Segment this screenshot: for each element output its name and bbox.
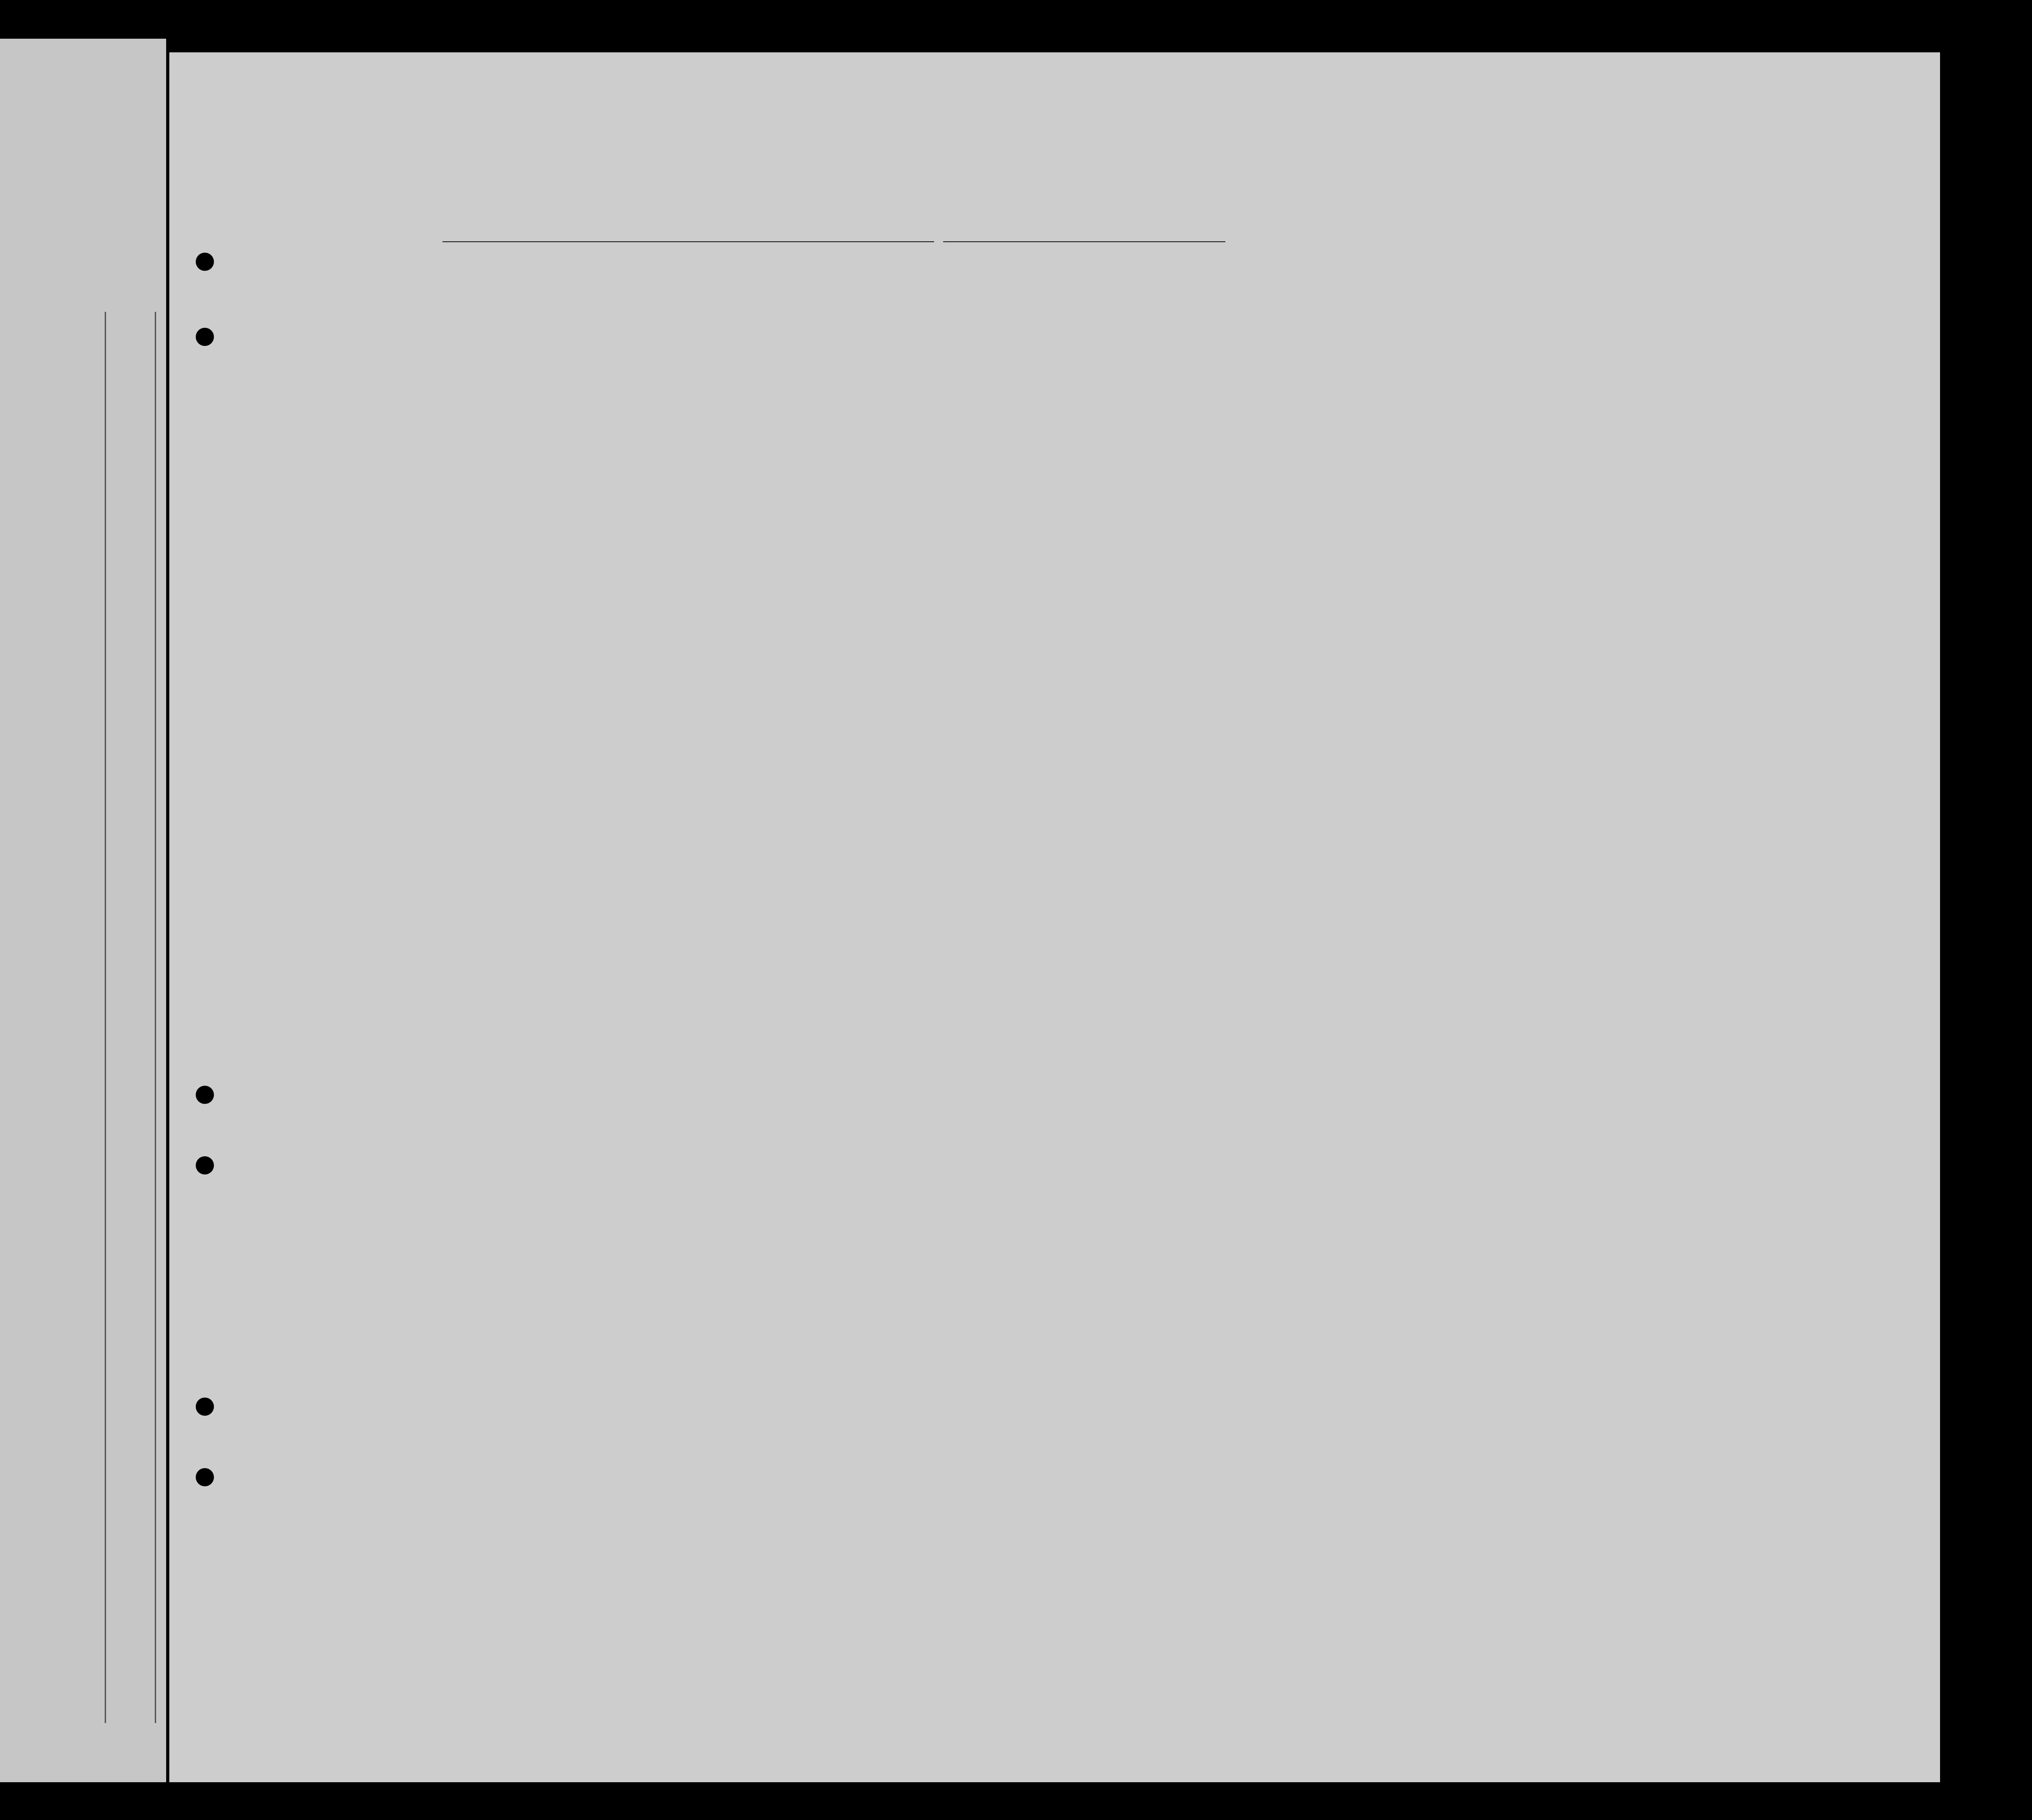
manifest-sheet <box>169 52 1940 1782</box>
date-underline <box>943 241 1225 242</box>
previous-page-fragment <box>0 39 166 1782</box>
binder-hole <box>196 253 214 271</box>
binder-hole <box>196 1086 214 1104</box>
manifest-grid <box>232 261 1940 1546</box>
prev-column-line <box>105 312 106 1723</box>
binder-hole <box>196 1468 214 1486</box>
binder-hole <box>196 1156 214 1174</box>
port-underline <box>442 241 934 242</box>
binder-hole <box>196 328 214 346</box>
prev-column-line <box>155 312 156 1723</box>
binder-hole <box>196 1398 214 1416</box>
